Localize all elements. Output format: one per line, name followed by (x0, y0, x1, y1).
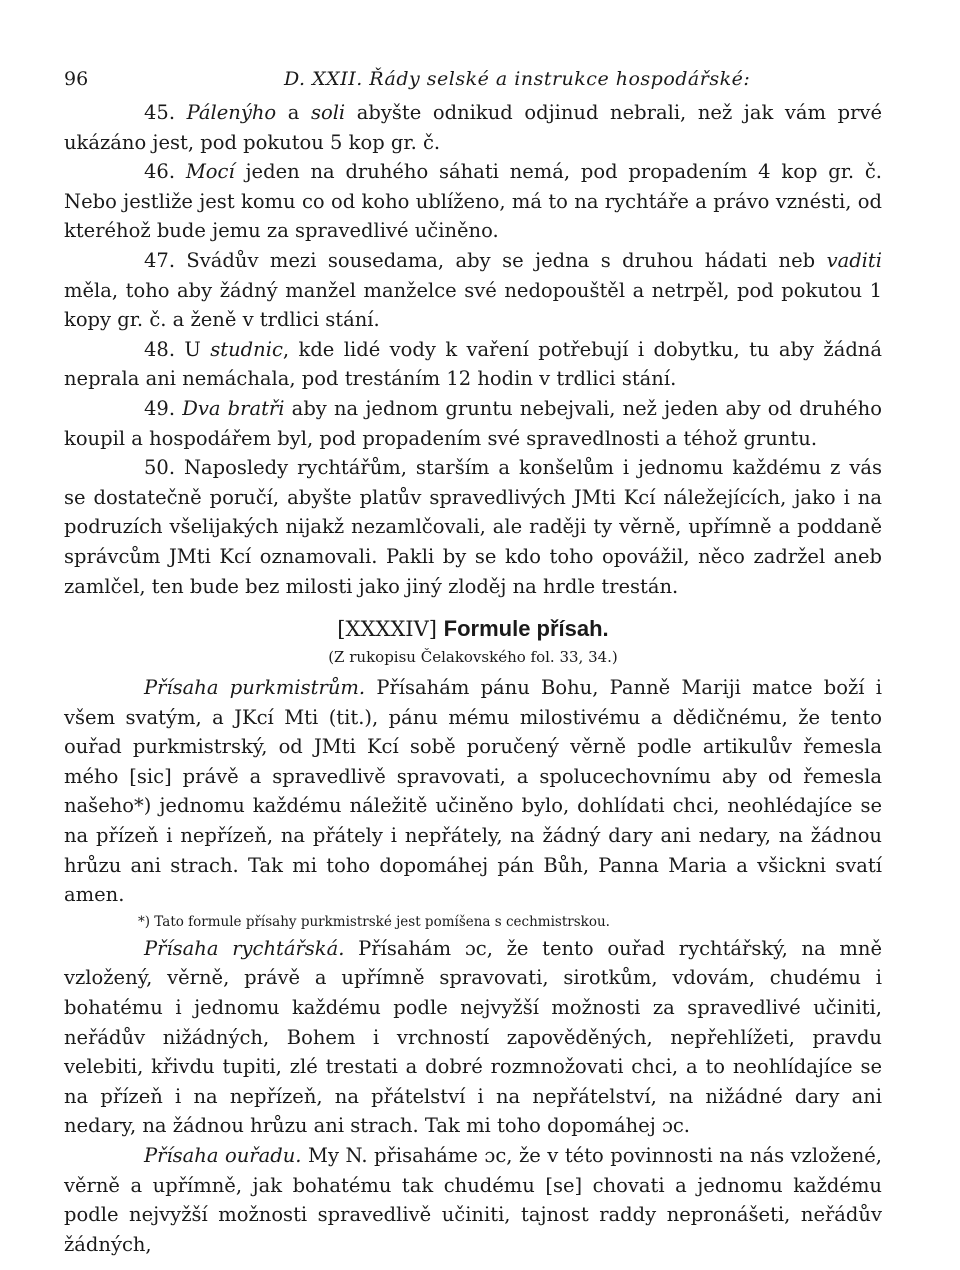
section-number: [XXXXIV] (337, 617, 437, 642)
article-48: 48. U studnic, kde lidé vody k vaření potřebují i dobytku, tu aby žádná neprala ani nemáchala, pod trestáním 12 hodin v trdlici stání. (64, 337, 882, 391)
article-45: 45. Pálenýho a soli abyšte odnikud odjinud nebrali, než jak vám prvé ukázáno jest, pod pokutou 5 kop gr. č. (64, 101, 882, 154)
article-46: 46. Mocí jeden na druhého sáhati nemá, pod propadením 4 kop gr. č. Nebo jestliže jest komu co od koho ublíženo, má to na rychtáře a právo vznésti, od kteréhož bude jemu za spravedlivé učiněno. (64, 160, 882, 243)
section-title: Formule přísah. (443, 616, 609, 642)
section-source: (Z rukopisu Čelakovského fol. 33, 34.) (328, 648, 618, 667)
running-head: D. XXII. Řády selské a instrukce hospodářské: (284, 68, 751, 90)
oaths-block-2 (64, 934, 882, 1260)
page-header (64, 58, 882, 98)
oaths-block (64, 673, 882, 910)
footnote: *) Tato formule přísahy purkmistrské jest pomíšena s cechmistrskou. (138, 913, 610, 930)
oath-purkmistr: Přísaha purkmistrům. Přísahám pánu Bohu, Panně Mariji matce boží i všem svatým, a JKcí Mti (tit.), pánu mému milostivému a dědičnému, že tento ouřad purkmistrský, od JMti Kcí sobě poručený věrně podle artikulův řemesla mého [sic] právě a spravedlivě spravovati, a spolucechovnímu aby od řemesla našeho*) jednomu každému náležitě učiněno bylo, dohlídati chci, neohlédajíce se na přízeň i nepřízeň, na přátely i nepřátely, na žádný dary ani nedary, na žádnou hrůzu ani strach. Tak mi toho dopomáhej pán Bůh, Panna Maria a všickni svatí amen. (64, 676, 883, 907)
oath-rychtar: Přísaha rychtářská. Přísahám ɔc, že tento ouřad rychtářský, na mně vzložený, věrně, právě a upřímně spravovati, sirotkům, vdovám, chudému i bohatému i jednomu každému podle nejvyžší možnosti za spravedlivé učiniti, neřádův nižádných, Bohem i vrchností zapověděných, nepřehlížeti, pravdu velebiti, křivdu tupiti, zlé trestati a dobré rozmnožovati chci, a to neohlídajíce se na přízeň i na nepřízeň, na přátelství i na nepřátelství, na nižádné dary ani nedary, na žádnou hrůzu ani strach. Tak mi toho dopomáhej ɔc. (64, 936, 882, 1138)
oath-ourad: Přísaha ouřadu. My N. přisaháme ɔc, že v této povinnosti na nás vzložené, věrně a upřímně, jak bohatému tak chudému [se] chovati a jednomu každému podle nejvyžší možnosti spravedlivě učiniti, tajnost raddy nepronášeti, neřádův žádných, (64, 1144, 882, 1256)
articles-block (64, 98, 882, 601)
article-47: 47. Svádův mezi sousedama, aby se jedna s druhou hádati neb vaditi měla, toho aby žádný manžel manželce své nedopouštěl a netrpěl, pod pokutou 1 kopy gr. č. a ženě v trdlici stání. (64, 248, 882, 332)
article-49: 49. Dva bratři aby na jednom gruntu nebejvali, než jeden aby od druhého koupil a hospodářem byl, pod propadením své spravedlnosti a téhož gruntu. (64, 396, 882, 450)
section-heading (64, 613, 882, 645)
page-number: 96 (64, 68, 89, 90)
article-50: 50. Naposledy rychtářům, starším a konšelům i jednomu každému z vás se dostatečně poručí, abyšte platův spravedlivých JMti Kcí náležejících, jako i na podruzích všelijakých nijakž nezamlčovali, ale raději ty věrně, upřímně a poddaně správcům JMti Kcí oznamovali. Pakli by se kdo toho opovážil, něco zadržel aneb zamlčel, ten bude bez milosti jako jiný zloděj na hrdle trestán. (64, 456, 882, 598)
